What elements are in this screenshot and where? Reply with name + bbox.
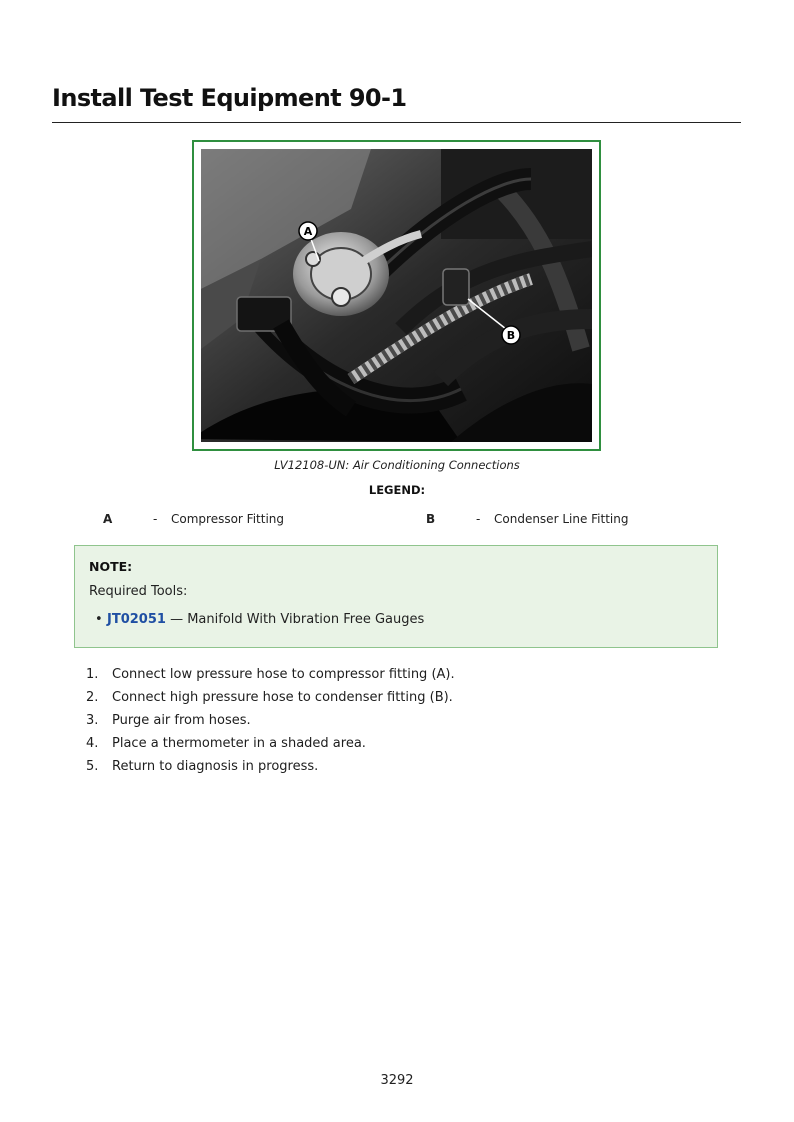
step-number: 1. [86, 667, 99, 682]
legend-label: Condenser Line Fitting [494, 512, 629, 526]
tool-list-item [95, 612, 424, 627]
bullet-icon: • [95, 612, 103, 627]
step-text: Connect high pressure hose to condenser fitting (B). [112, 690, 453, 705]
step-number: 2. [86, 690, 99, 705]
figure-frame [192, 140, 601, 451]
page-title: Install Test Equipment 90-1 [52, 84, 407, 112]
air-conditioning-photo [201, 149, 592, 442]
legend-title: LEGEND: [368, 483, 426, 497]
note-title: NOTE: [89, 559, 133, 574]
figure-caption: LV12108-UN: Air Conditioning Connections [274, 458, 520, 472]
step-list [86, 667, 455, 782]
note-text: Required Tools: [89, 584, 188, 599]
step-text: Connect low pressure hose to compressor fitting (A). [112, 667, 455, 682]
legend-key: A [103, 512, 113, 526]
list-item [86, 667, 455, 690]
legend-dash: - [476, 512, 481, 526]
callout-b-marker [502, 326, 520, 344]
note-box [74, 545, 718, 648]
legend-label: Compressor Fitting [171, 512, 285, 526]
page-number: 3292 [380, 1073, 414, 1088]
callout-a-label: A [303, 225, 313, 238]
step-number: 4. [86, 736, 99, 751]
callout-b-label: B [506, 329, 516, 342]
legend-key: B [426, 512, 436, 526]
step-text: Purge air from hoses. [112, 713, 251, 728]
title-divider [52, 122, 741, 123]
list-item [86, 713, 455, 736]
figure-photo [201, 149, 592, 442]
legend-dash: - [153, 512, 158, 526]
step-number: 5. [86, 759, 99, 774]
list-item [86, 690, 455, 713]
list-item [86, 759, 455, 782]
step-text: Place a thermometer in a shaded area. [112, 736, 366, 751]
step-number: 3. [86, 713, 99, 728]
list-item [86, 736, 455, 759]
callout-a-marker [299, 222, 317, 240]
tool-link[interactable]: JT02051 [107, 612, 166, 627]
tool-description: — Manifold With Vibration Free Gauges [165, 612, 425, 627]
step-text: Return to diagnosis in progress. [112, 759, 319, 774]
